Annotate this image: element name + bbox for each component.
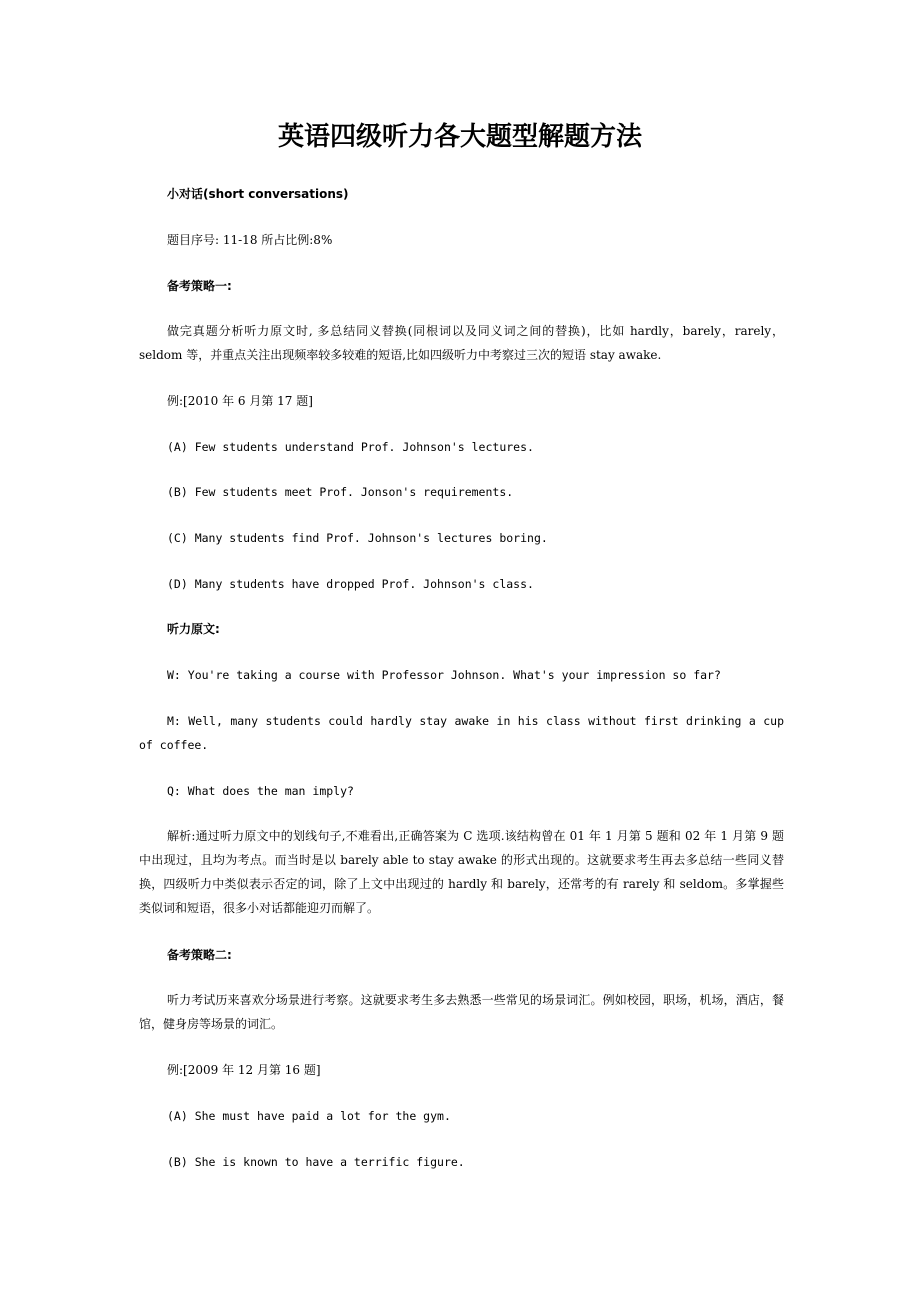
transcript-heading: 听力原文: — [167, 622, 220, 636]
transcript-question: Q: What does the man imply? — [167, 784, 354, 798]
document-title: 英语四级听力各大题型解题方法 — [277, 122, 642, 152]
strategy1-heading: 备考策略一: — [167, 279, 232, 293]
transcript-man: M: Well, many students could hardly stay awake in his class without first drinking a cup of coffee. — [139, 714, 784, 752]
strategy2-example-label: 例:[2009 年 12 月第 16 题] — [167, 1063, 321, 1077]
transcript-woman: W: You're taking a course with Professor Johnson. What's your impression so far? — [167, 668, 721, 682]
strategy1-body: 做完真题分析听力原文时, 多总结同义替换(同根词以及同义词之间的替换)，比如 hardly，barely，rarely，seldom 等，并重点关注出现频率较多较难的短语,比如四级听力中考察过三次的短语 stay awake. — [139, 324, 784, 362]
strategy2-option-a: (A) She must have paid a lot for the gym. — [167, 1109, 451, 1123]
section-heading: 小对话(short conversations) — [167, 187, 349, 201]
question-range: 题目序号: 11-18 所占比例:8% — [167, 233, 333, 247]
strategy2-option-b: (B) She is known to have a terrific figure. — [167, 1155, 465, 1169]
strategy1-option-c: (C) Many students find Prof. Johnson's lectures boring. — [167, 531, 548, 545]
strategy2-heading: 备考策略二: — [167, 948, 232, 962]
strategy1-option-d: (D) Many students have dropped Prof. Johnson's class. — [167, 577, 534, 591]
strategy2-body: 听力考试历来喜欢分场景进行考察。这就要求考生多去熟悉一些常见的场景词汇。例如校园，职场，机场，酒店，餐馆，健身房等场景的词汇。 — [139, 993, 784, 1031]
strategy1-option-b: (B) Few students meet Prof. Jonson's requirements. — [167, 485, 514, 499]
strategy1-analysis: 解析:通过听力原文中的划线句子,不难看出,正确答案为 C 选项.该结构曾在 01 年 1 月第 5 题和 02 年 1 月第 9 题中出现过，且均为考点。而当时是以 barely able to stay awake 的形式出现的。这就要求考生再去多总结一些同义替换，四级听力中类似表示否定的词，除了上文中出现过的 hardly 和 barely，还常考的有 rarely 和 seldom。多掌握些类似词和短语，很多小对话都能迎刃而解了。 — [139, 829, 784, 915]
strategy1-option-a: (A) Few students understand Prof. Johnson's lectures. — [167, 440, 534, 454]
strategy1-example-label: 例:[2010 年 6 月第 17 题] — [167, 394, 313, 408]
